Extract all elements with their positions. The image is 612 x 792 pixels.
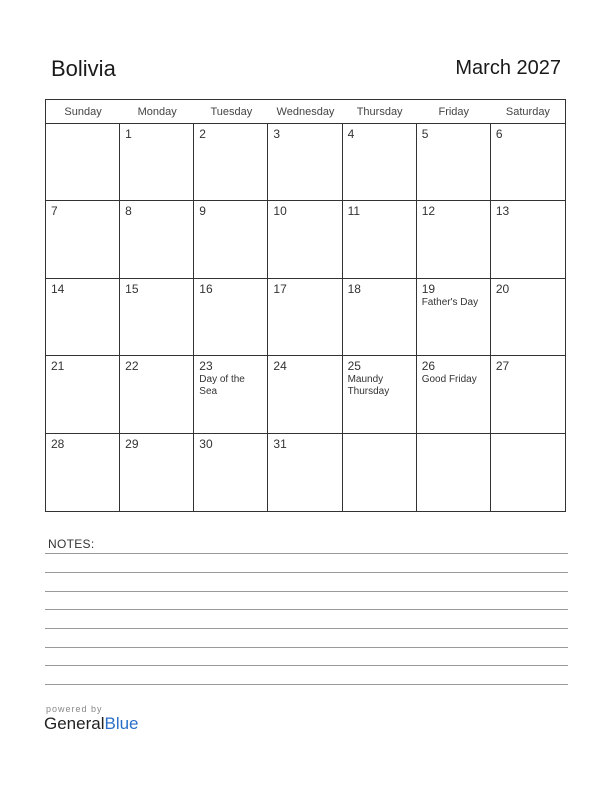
day-cell[interactable] <box>491 201 565 278</box>
weekday-label: Wednesday <box>276 106 335 118</box>
day-cell[interactable] <box>343 124 417 201</box>
day-cell[interactable] <box>120 124 194 201</box>
notes-label: NOTES: <box>48 537 95 551</box>
brand-blue: Blue <box>104 714 139 733</box>
day-number: 12 <box>421 204 436 219</box>
day-number: 30 <box>199 436 213 451</box>
holiday-label: Day of the Sea <box>199 374 245 398</box>
note-line <box>45 647 568 648</box>
day-number: 3 <box>273 127 281 141</box>
day-number: 16 <box>199 281 213 296</box>
day-cell[interactable] <box>120 279 194 356</box>
note-line <box>45 572 568 573</box>
day-number: 7 <box>51 204 58 219</box>
day-number: 20 <box>495 281 510 296</box>
day-cell[interactable] <box>268 434 342 511</box>
note-line <box>45 553 568 554</box>
month-title: March 2027 <box>455 57 561 79</box>
day-number: 23 <box>199 359 213 374</box>
weekday-label: Sunday <box>64 106 102 118</box>
day-cell[interactable] <box>194 434 268 511</box>
day-cell[interactable] <box>194 124 268 201</box>
day-cell[interactable] <box>343 279 417 356</box>
generalblue-logo[interactable] <box>44 704 139 734</box>
day-number: 28 <box>51 436 65 451</box>
country-title: Bolivia <box>51 56 116 81</box>
day-cell[interactable] <box>120 356 194 433</box>
day-cell[interactable] <box>194 201 268 278</box>
day-cell[interactable] <box>417 201 491 278</box>
day-number: 29 <box>125 436 139 451</box>
day-number: 4 <box>347 127 355 141</box>
day-number: 26 <box>421 359 436 374</box>
weekday-label: Saturday <box>505 106 550 118</box>
day-number: 9 <box>199 204 206 219</box>
day-cell[interactable] <box>120 434 194 511</box>
brand-name <box>44 714 139 734</box>
day-cell[interactable] <box>417 279 491 356</box>
day-cell[interactable] <box>268 124 342 201</box>
holiday-label: Good Friday <box>421 374 477 386</box>
day-cell[interactable] <box>268 201 342 278</box>
weekday-header <box>46 100 565 124</box>
day-number: 18 <box>347 281 361 296</box>
day-cell[interactable] <box>194 279 268 356</box>
day-cell[interactable] <box>194 356 268 433</box>
brand-general: General <box>44 714 105 733</box>
weekday-label: Thursday <box>356 106 403 118</box>
day-cell[interactable] <box>343 434 417 511</box>
day-number: 1 <box>125 127 132 141</box>
day-number: 2 <box>199 127 206 141</box>
day-cell[interactable] <box>46 356 120 433</box>
day-cell[interactable] <box>120 201 194 278</box>
calendar-grid <box>45 99 566 512</box>
day-number: 27 <box>495 359 510 374</box>
day-number: 8 <box>125 204 132 219</box>
day-number: 15 <box>125 281 139 296</box>
day-number: 24 <box>273 359 287 374</box>
day-number: 17 <box>273 281 287 296</box>
note-line <box>45 628 568 629</box>
weekday-label: Friday <box>438 106 470 118</box>
holiday-label: Maundy Thursday <box>347 374 390 398</box>
day-number: 21 <box>51 359 65 374</box>
day-cell[interactable] <box>46 434 120 511</box>
day-cell[interactable] <box>46 201 120 278</box>
day-number: 14 <box>51 281 65 296</box>
day-cell[interactable] <box>343 201 417 278</box>
day-cell[interactable] <box>417 356 491 433</box>
weekday-label: Monday <box>137 106 177 118</box>
day-cell[interactable] <box>343 356 417 433</box>
day-cell[interactable] <box>268 279 342 356</box>
holiday-label: Father's Day <box>421 296 479 308</box>
day-cell[interactable] <box>491 124 565 201</box>
day-number: 13 <box>495 204 510 219</box>
day-cell[interactable] <box>268 356 342 433</box>
day-number: 25 <box>347 359 361 374</box>
powered-by-text: powered by <box>46 704 103 714</box>
note-line <box>45 665 568 666</box>
day-number: 31 <box>273 436 287 451</box>
note-line <box>45 684 568 685</box>
weekday-label: Tuesday <box>210 106 253 118</box>
note-line <box>45 609 568 610</box>
day-cell[interactable] <box>491 434 565 511</box>
day-number: 11 <box>347 204 361 219</box>
day-cell[interactable] <box>46 124 120 201</box>
note-line <box>45 591 568 592</box>
day-cell[interactable] <box>46 279 120 356</box>
weeks-grid <box>46 124 565 511</box>
day-cell[interactable] <box>417 434 491 511</box>
day-cell[interactable] <box>491 279 565 356</box>
day-cell[interactable] <box>491 356 565 433</box>
day-number: 10 <box>273 204 287 219</box>
day-number: 22 <box>125 359 139 374</box>
day-number: 5 <box>421 127 429 141</box>
day-number: 19 <box>421 281 436 296</box>
day-number: 6 <box>495 127 503 141</box>
day-cell[interactable] <box>417 124 491 201</box>
